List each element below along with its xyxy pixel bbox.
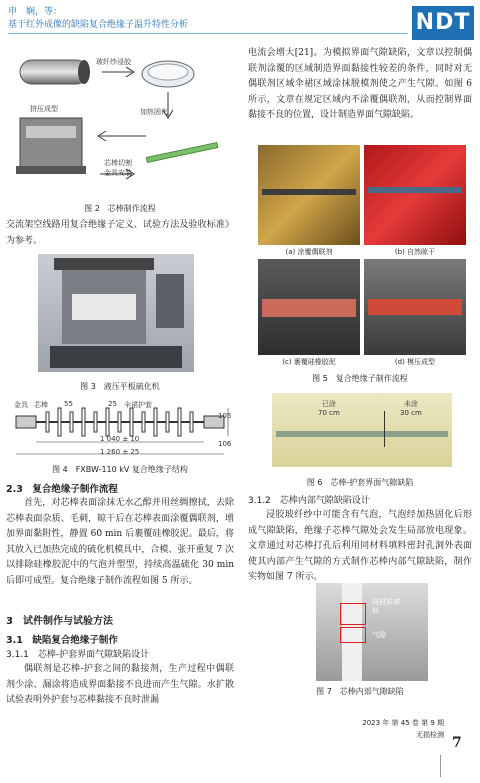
press-top-plate (54, 258, 154, 270)
label-cutting-line1: 芯棒切割 (104, 159, 132, 167)
shed (106, 408, 109, 436)
section-3-1-1-body: 偶联剂是芯棒-护套之间的黏接剂，生产过程中偶联剂少涂、漏涂将造成界面黏接不良进而产生气隙。水扩散试验表明外护套与芯棒黏接不良时泄漏 (6, 664, 234, 705)
moulded-rod (368, 299, 462, 315)
label-fiberglass: 玻纤纱浸胶 (96, 58, 131, 66)
shed (154, 408, 157, 436)
rod-drying (368, 187, 462, 193)
rod-coating (262, 189, 356, 195)
filler-box (340, 603, 366, 625)
section-3-1-2-heading: 3.1.2 芯棒内部气隙缺陷设计 (248, 496, 370, 506)
extrusion-machine (20, 118, 82, 168)
footer-journal: 无损检测 (416, 731, 444, 739)
label-fitting: 金具 (14, 401, 28, 409)
fiberglass-roll (20, 60, 88, 84)
figure-5-caption: 图 5 复合绝缘子制作流程 (312, 374, 408, 383)
header-author: 申 娴，等： (8, 7, 63, 17)
core-rod (146, 143, 217, 163)
label-106: 106 (218, 440, 232, 448)
label-cutting (104, 158, 144, 178)
figure-2-caption: 图 2 芯棒制作流程 (84, 204, 156, 213)
figure-5d-caption: (d) 模压成型 (394, 358, 436, 366)
section-3-1-heading: 3.1 缺陷复合绝缘子制作 (6, 635, 118, 646)
left-paragraph-1: 交流架空线路用复合绝缘子定义、试验方法及验收标准》为参考。 (6, 220, 234, 246)
gap-box (340, 627, 366, 643)
label-105: 105 (218, 412, 232, 420)
press-base (50, 346, 182, 368)
arrow-left (98, 131, 146, 141)
machine-panel (26, 126, 76, 138)
label-cutting-line2: 金具安装 (104, 169, 132, 177)
section-3-1-1-heading: 3.1.1 芯棒-护套界面气隙缺陷设计 (6, 650, 150, 660)
fitting-left (16, 416, 36, 428)
shed (58, 408, 61, 436)
label-coated: 已涂 (321, 400, 336, 408)
figure-5a-caption: (a) 涂覆偶联剂 (285, 248, 333, 256)
label-extrusion: 挤压成型 (30, 105, 58, 113)
section-3-1-2-body: 浸胶玻纤纱中可能含有气泡，气泡经加热固化后形成气隙缺陷，绝缘子芯棒气隙处会发生局部放电现象。文章通过对芯棒打孔后利用同材料填料密封孔洞外表面使其内部产生气隙的方式制作芯棒内部气隙缺陷，制作实物如图 7 所示。 (248, 510, 472, 582)
footer-issue: 2023 年 第 45 卷 第 9 期 (362, 719, 444, 727)
label-filler: 同材质填料 (372, 598, 400, 615)
label-uncoated-group (400, 400, 422, 418)
journal-logo: NDT (412, 6, 474, 40)
shed (178, 408, 181, 436)
label-coated-length: 70 cm (318, 409, 340, 417)
resin-dish-inner (148, 64, 188, 80)
rubber-wrap (262, 299, 356, 317)
figure-5c-caption: (c) 裹覆硅橡胶泥 (282, 358, 336, 366)
roll-end (78, 60, 90, 84)
figure-6-caption: 图 6 芯棒-护套界面气隙缺陷 (306, 478, 414, 487)
machine-base (16, 166, 86, 174)
figure-5b-caption: (b) 自然晾干 (394, 248, 436, 256)
page-number: 7 (452, 735, 462, 751)
label-25: 25 (108, 400, 117, 408)
figure-3-photo (38, 254, 194, 372)
right-paragraph-1: 电流会增大[21]。为模拟界面气隙缺陷，文章以控制偶联剂涂覆的区域制造界面黏接性较差的条件，同时对无偶联剂区域伞裙区域涂抹脱模剂使之产生气隙。如图 6 所示，文章在规定区域内不涂覆偶联剂，从而控制界面黏接不良的位置，设计制造界面气隙缺陷。 (248, 48, 472, 120)
section-2-3-heading: 2.3 复合绝缘子制作流程 (6, 484, 118, 495)
label-uncoated-length: 30 cm (400, 409, 422, 417)
figure-6-photo (272, 393, 452, 467)
shed (130, 408, 133, 436)
label-heating: 加热固化 (140, 108, 168, 116)
header-rule (8, 33, 408, 34)
figure-5b-photo (364, 145, 466, 245)
label-1040: 1 040 ± 10 (100, 435, 140, 443)
figure-4-caption: 图 4 FXBW-110 kV 复合绝缘子结构 (52, 465, 188, 474)
shed (142, 412, 145, 432)
arrow-right-1 (102, 67, 134, 77)
shed (118, 412, 121, 432)
shed (70, 412, 73, 432)
figure-3-caption: 图 3 液压平板硫化机 (80, 382, 160, 391)
boundary-line (384, 411, 385, 447)
figure-5a-photo (258, 145, 360, 245)
label-sheath: 伞裙护套 (124, 401, 152, 409)
shed (46, 412, 49, 432)
label-55: 55 (64, 400, 73, 408)
shed (166, 412, 169, 432)
shed (82, 408, 85, 436)
figure-5c-photo (258, 259, 360, 355)
footer-rule (440, 755, 441, 777)
core-rod-photo (276, 431, 448, 437)
shed (190, 412, 193, 432)
press-control-panel (156, 274, 184, 328)
section-2-3-body: 首先，对芯棒表面涂抹无水乙醇并用丝绸擦拭，去除芯棒表面杂质、毛刺，晾干后在芯棒表面涂覆偶联剂，增加界面黏附性，静置 60 min 后裹覆硅橡胶泥。最后，将其放入已加热完成的硫化机模具中，合模、张开重复 7 次以排除硅橡胶泥中的气泡并塑型，持续高温硫化 30 min 后即可成型。复合绝缘子制作流程如图 5 所示。 (6, 498, 234, 586)
header-paper-title: 基于红外成像的缺陷复合绝缘子温升特性分析 (8, 20, 189, 30)
section-3-heading: 3 试件制作与试验方法 (6, 616, 113, 627)
label-uncoated: 未涂 (403, 400, 418, 408)
label-gap: 气隙 (372, 631, 386, 639)
figure-5d-photo (364, 259, 466, 355)
label-coated-group (318, 400, 340, 418)
label-core: 芯棒 (34, 401, 48, 409)
shed (94, 412, 97, 432)
label-1260: 1 260 ± 25 (100, 448, 140, 456)
press-mould (72, 294, 136, 320)
figure-7-caption: 图 7 芯棒内部气隙缺陷 (316, 687, 404, 696)
